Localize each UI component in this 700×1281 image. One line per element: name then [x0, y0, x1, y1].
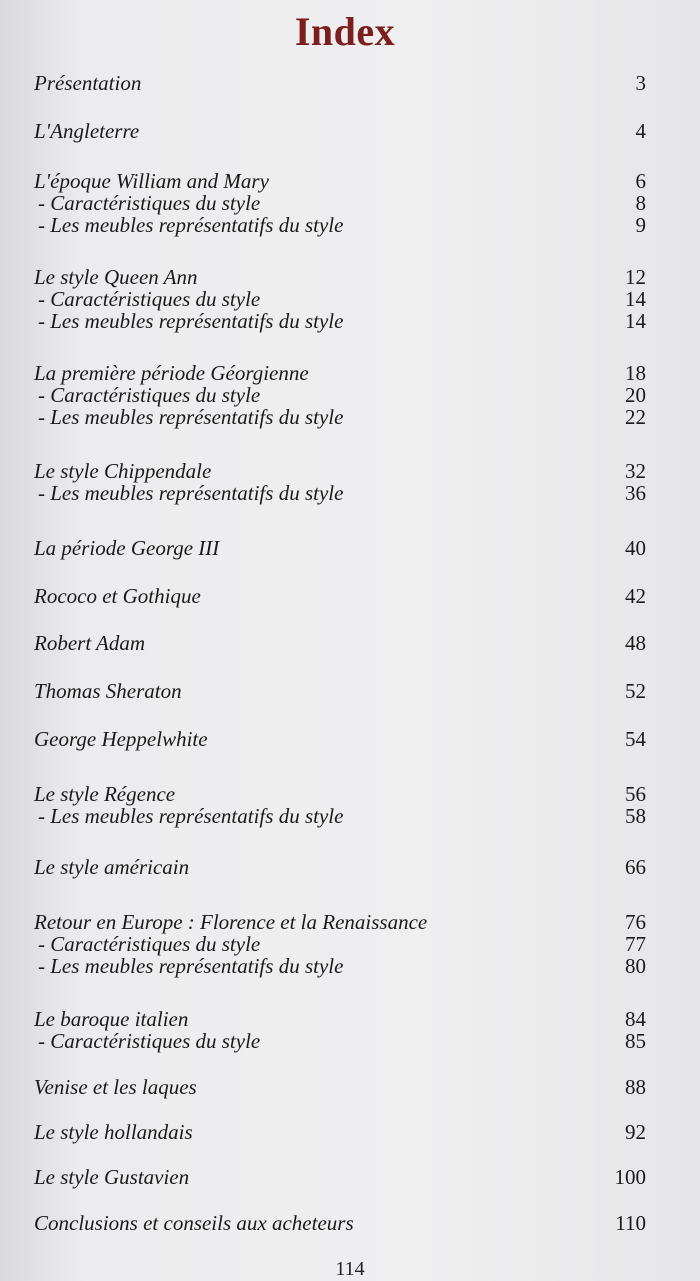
index-line — [34, 856, 646, 878]
index-entry — [34, 856, 646, 878]
entry-page: 80 — [625, 954, 646, 978]
index-line — [34, 585, 646, 607]
entry-label: Conclusions et conseils aux acheteurs — [34, 1211, 354, 1235]
index-line — [34, 1076, 646, 1098]
index-line — [34, 783, 646, 805]
index-subline — [34, 805, 646, 827]
entry-page: 4 — [635, 119, 646, 143]
index-subline — [34, 384, 646, 406]
index-line — [34, 120, 646, 142]
entry-page: 8 — [635, 191, 646, 215]
entry-label: - Caractéristiques du style — [38, 1029, 261, 1053]
entry-label: - Les meubles représentatifs du style — [38, 804, 344, 828]
entry-page: 92 — [625, 1120, 646, 1144]
entry-page: 32 — [625, 459, 646, 483]
index-subline — [34, 288, 646, 310]
entry-label: Robert Adam — [34, 631, 146, 655]
entry-page: 76 — [625, 910, 646, 934]
entry-page: 22 — [625, 405, 646, 429]
entry-page: 40 — [625, 536, 646, 560]
entry-label: L'Angleterre — [34, 119, 140, 143]
index-line — [34, 632, 646, 654]
entry-page: 14 — [625, 309, 646, 333]
entry-label: - Caractéristiques du style — [38, 191, 261, 215]
entry-page: 88 — [625, 1075, 646, 1099]
index-line — [34, 460, 646, 482]
index-subline — [34, 406, 646, 428]
entry-label: Le style Gustavien — [34, 1165, 190, 1189]
index-subline — [34, 310, 646, 332]
entry-label: - Les meubles représentatifs du style — [38, 481, 344, 505]
entry-label: - Caractéristiques du style — [38, 287, 261, 311]
entry-page: 110 — [615, 1211, 646, 1235]
index-subline — [34, 933, 646, 955]
entry-label: Retour en Europe : Florence et la Renaissance — [34, 910, 428, 934]
entry-page: 12 — [625, 265, 646, 289]
entry-label: La première période Géorgienne — [34, 361, 309, 385]
index-entry — [34, 170, 646, 236]
index-entry — [34, 72, 646, 94]
entry-page: 52 — [625, 679, 646, 703]
index-subline — [34, 192, 646, 214]
index-subline — [34, 955, 646, 977]
index-entry — [34, 680, 646, 702]
entry-page: 77 — [625, 932, 646, 956]
entry-page: 85 — [625, 1029, 646, 1053]
index-entry — [34, 1076, 646, 1098]
entry-label: - Les meubles représentatifs du style — [38, 954, 344, 978]
index-line — [34, 1121, 646, 1143]
entry-page: 20 — [625, 383, 646, 407]
footer-page-number: 114 — [335, 1258, 365, 1280]
index-line — [34, 1212, 646, 1234]
index-line — [34, 1008, 646, 1030]
entry-label: - Les meubles représentatifs du style — [38, 309, 344, 333]
entry-label: - Les meubles représentatifs du style — [38, 213, 344, 237]
entry-label: Le baroque italien — [34, 1007, 189, 1031]
index-line — [34, 170, 646, 192]
index-entry — [34, 911, 646, 977]
entry-label: Le style Queen Ann — [34, 265, 198, 289]
index-entry — [34, 362, 646, 428]
entry-label: Rococo et Gothique — [34, 584, 201, 608]
entry-label: Le style Chippendale — [34, 459, 212, 483]
entry-label: La période George III — [34, 536, 220, 560]
entry-label: - Les meubles représentatifs du style — [38, 405, 344, 429]
index-subline — [34, 482, 646, 504]
entry-page: 66 — [625, 855, 646, 879]
index-line — [34, 266, 646, 288]
entry-page: 14 — [625, 287, 646, 311]
entry-page: 54 — [625, 727, 646, 751]
entry-page: 56 — [625, 782, 646, 806]
entry-page: 36 — [625, 481, 646, 505]
index-entry — [34, 537, 646, 559]
entry-label: George Heppelwhite — [34, 727, 208, 751]
entry-label: Le style hollandais — [34, 1120, 193, 1144]
index-line — [34, 72, 646, 94]
entry-label: Thomas Sheraton — [34, 679, 182, 703]
entry-page: 58 — [625, 804, 646, 828]
entry-page: 100 — [614, 1165, 646, 1189]
index-entry — [34, 1166, 646, 1188]
entry-page: 84 — [625, 1007, 646, 1031]
entry-page: 42 — [625, 584, 646, 608]
entry-page: 9 — [635, 213, 646, 237]
entry-page: 6 — [635, 169, 646, 193]
index-entry — [34, 266, 646, 332]
index-line — [34, 1166, 646, 1188]
index-subline — [34, 214, 646, 236]
entry-page: 18 — [625, 361, 646, 385]
entry-label: - Caractéristiques du style — [38, 932, 261, 956]
entry-label: Présentation — [34, 71, 142, 95]
index-entry — [34, 120, 646, 142]
entry-label: Le style américain — [34, 855, 190, 879]
index-entry — [34, 783, 646, 827]
index-entry — [34, 632, 646, 654]
entry-label: Le style Régence — [34, 782, 176, 806]
entry-page: 48 — [625, 631, 646, 655]
entry-label: - Caractéristiques du style — [38, 383, 261, 407]
index-entry — [34, 728, 646, 750]
entry-label: Venise et les laques — [34, 1075, 197, 1099]
index-entry — [34, 585, 646, 607]
index-line — [34, 362, 646, 384]
index-entry — [34, 1121, 646, 1143]
index-line — [34, 728, 646, 750]
page-title: Index — [294, 9, 396, 54]
index-entry — [34, 1212, 646, 1234]
index-line — [34, 537, 646, 559]
entry-label: L'époque William and Mary — [34, 169, 269, 193]
index-entry — [34, 1008, 646, 1052]
index-entry — [34, 460, 646, 504]
index-subline — [34, 1030, 646, 1052]
index-line — [34, 680, 646, 702]
entry-page: 3 — [635, 71, 646, 95]
index-line — [34, 911, 646, 933]
